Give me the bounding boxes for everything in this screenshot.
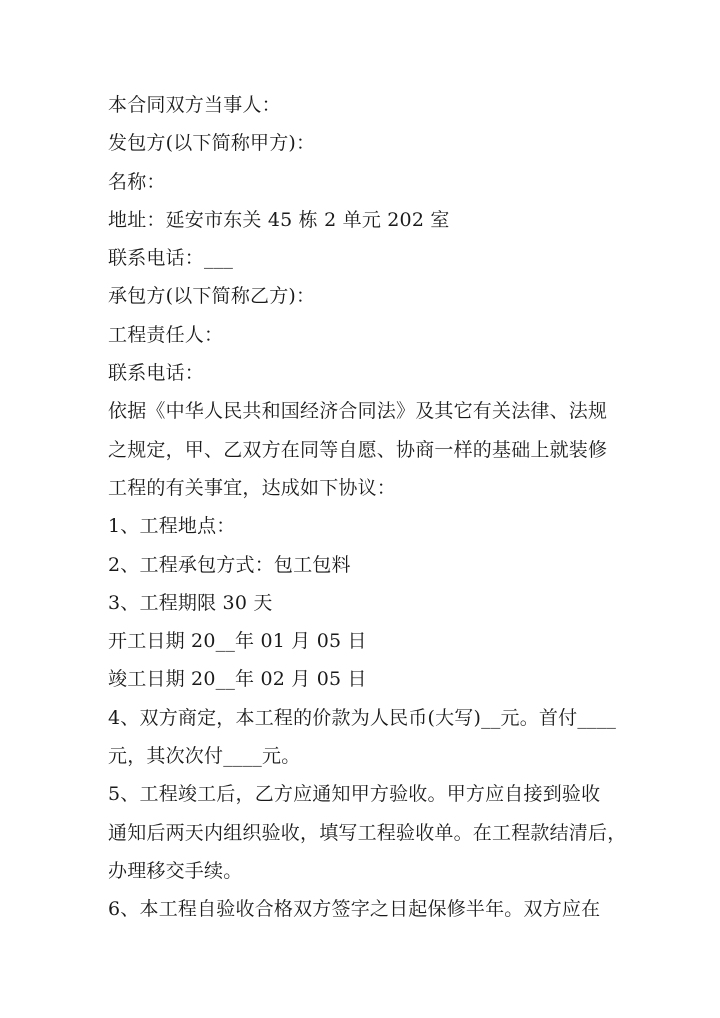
contract-body [108, 86, 627, 929]
clause-5-line-3: 办理移交手续。 [108, 859, 243, 882]
clause-1-location: 1、工程地点： [108, 515, 236, 538]
party-b-heading: 承包方(以下简称乙方)： [108, 285, 316, 308]
party-a-address: 地址：延安市东关 45 栋 2 单元 202 室 [108, 208, 450, 231]
party-a-name: 名称： [108, 170, 166, 193]
clause-5-line-2: 通知后两天内组织验收，填写工程验收单。在工程款结清后， [108, 821, 627, 844]
party-a-heading: 发包方(以下简称甲方)： [108, 132, 316, 155]
completion-date: 竣工日期 20__年 02 月 05 日 [108, 668, 367, 691]
clause-3-duration: 3、工程期限 30 天 [108, 591, 273, 614]
preamble-line-3: 工程的有关事宜，达成如下协议： [108, 476, 397, 499]
party-b-phone: 联系电话： [108, 362, 205, 385]
preamble-line-1: 依据《中华人民共和国经济合同法》及其它有关法律、法规 [108, 400, 608, 423]
party-b-responsible-person: 工程责任人： [108, 323, 224, 346]
clause-2-contract-method: 2、工程承包方式：包工包料 [108, 553, 351, 576]
clause-4-line-2: 元，其次次付____元。 [108, 745, 301, 768]
clause-4-line-1: 4、双方商定，本工程的价款为人民币(大写)__元。首付____ [108, 706, 617, 729]
party-a-phone: 联系电话：___ [108, 247, 234, 270]
clause-6-line-1: 6、本工程自验收合格双方签字之日起保修半年。双方应在 [108, 898, 601, 921]
parties-heading: 本合同双方当事人： [108, 94, 281, 116]
clause-5-line-1: 5、工程竣工后，乙方应通知甲方验收。甲方应自接到验收 [108, 783, 601, 806]
preamble-line-2: 之规定，甲、乙双方在同等自愿、协商一样的基础上就装修 [108, 438, 608, 461]
start-date: 开工日期 20__年 01 月 05 日 [108, 630, 367, 653]
